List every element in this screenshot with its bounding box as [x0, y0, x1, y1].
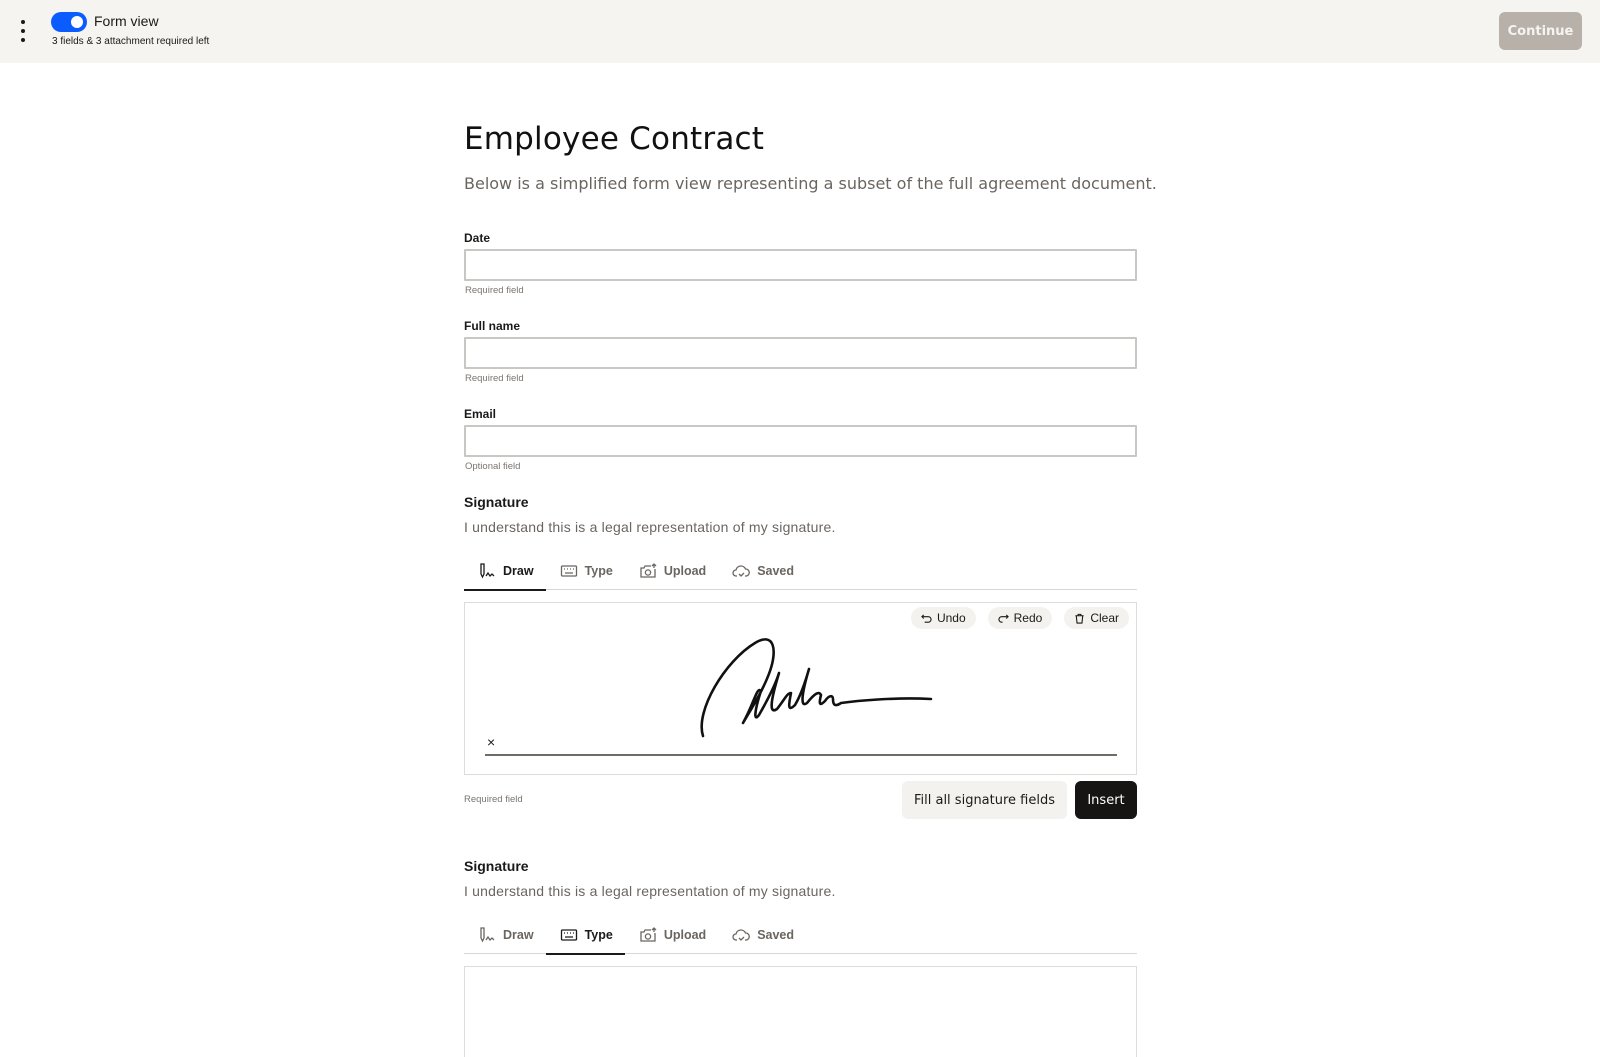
tab-draw-label: Draw — [503, 563, 534, 578]
signature-type-box[interactable] — [464, 966, 1137, 1057]
email-input[interactable] — [464, 425, 1137, 457]
pen-draw-icon — [478, 563, 496, 579]
insert-button[interactable]: Insert — [1075, 781, 1137, 819]
toggle-knob — [71, 16, 83, 28]
signature-hint: Required field — [464, 794, 523, 805]
tab-type-label: Type — [584, 563, 613, 578]
top-bar — [0, 0, 1600, 63]
cloud-check-icon — [732, 927, 750, 943]
date-input[interactable] — [464, 249, 1137, 281]
tab-upload[interactable] — [625, 551, 718, 590]
full-name-hint: Required field — [465, 373, 524, 384]
tab-saved[interactable] — [718, 551, 806, 590]
dot — [21, 29, 25, 33]
clear-label: Clear — [1090, 611, 1119, 625]
email-field-group — [464, 407, 1138, 472]
signature-tabs — [464, 551, 1137, 590]
full-name-input[interactable] — [464, 337, 1137, 369]
redo-button[interactable] — [988, 607, 1053, 629]
signature-footer — [464, 781, 1137, 819]
full-name-label: Full name — [464, 319, 521, 333]
tab-upload-label: Upload — [663, 563, 707, 578]
more-options-menu-icon[interactable] — [17, 20, 29, 42]
page-title: Employee Contract — [464, 121, 765, 157]
redo-icon — [998, 613, 1009, 624]
pen-draw-icon — [478, 927, 496, 943]
trash-icon — [1074, 613, 1085, 624]
keyboard-icon — [560, 563, 578, 579]
tab-saved-label: Saved — [757, 927, 795, 942]
drawn-signature — [695, 631, 935, 739]
signature-title: Signature — [464, 858, 529, 874]
dot — [21, 20, 25, 24]
dot — [21, 38, 25, 42]
tab-type[interactable] — [546, 915, 625, 954]
signature-baseline — [485, 754, 1117, 756]
date-label: Date — [464, 231, 491, 245]
tab-type[interactable] — [546, 551, 625, 590]
form-view-label: Form view — [94, 13, 159, 29]
signature-section-1 — [464, 494, 1138, 819]
tab-draw-label: Draw — [503, 927, 534, 942]
email-hint: Optional field — [465, 461, 521, 472]
tab-draw[interactable] — [464, 551, 546, 590]
signature-title: Signature — [464, 494, 529, 510]
sign-here-mark: × — [487, 734, 496, 750]
undo-label: Undo — [936, 611, 966, 625]
clear-button[interactable] — [1064, 607, 1129, 629]
required-progress-text: 3 fields & 3 attachment required left — [52, 36, 210, 47]
continue-button[interactable]: Continue — [1499, 12, 1582, 50]
canvas-toolbar — [911, 607, 1129, 629]
date-hint: Required field — [465, 285, 524, 296]
tab-saved-label: Saved — [757, 563, 795, 578]
signature-section-2 — [464, 858, 1138, 1057]
signature-description: I understand this is a legal representation of my signature. — [464, 519, 836, 535]
fill-all-signature-fields-button[interactable]: Fill all signature fields — [902, 781, 1067, 819]
undo-icon — [921, 613, 932, 624]
cloud-check-icon — [732, 563, 750, 579]
email-label: Email — [464, 407, 497, 421]
tab-upload[interactable] — [625, 915, 718, 954]
redo-label: Redo — [1013, 611, 1043, 625]
tab-saved[interactable] — [718, 915, 806, 954]
form-view-toggle[interactable] — [51, 12, 87, 32]
signature-draw-canvas[interactable] — [464, 602, 1137, 775]
camera-upload-icon — [639, 563, 657, 579]
tab-draw[interactable] — [464, 915, 546, 954]
undo-button[interactable] — [911, 607, 976, 629]
keyboard-icon — [560, 927, 578, 943]
page-subtitle: Below is a simplified form view representing a subset of the full agreement document. — [464, 174, 1157, 193]
camera-upload-icon — [639, 927, 657, 943]
signature-description: I understand this is a legal representation of my signature. — [464, 883, 836, 899]
date-field-group — [464, 231, 1138, 296]
tab-type-label: Type — [584, 927, 613, 942]
tab-upload-label: Upload — [663, 927, 707, 942]
signature-tabs — [464, 915, 1137, 954]
full-name-field-group — [464, 319, 1138, 384]
